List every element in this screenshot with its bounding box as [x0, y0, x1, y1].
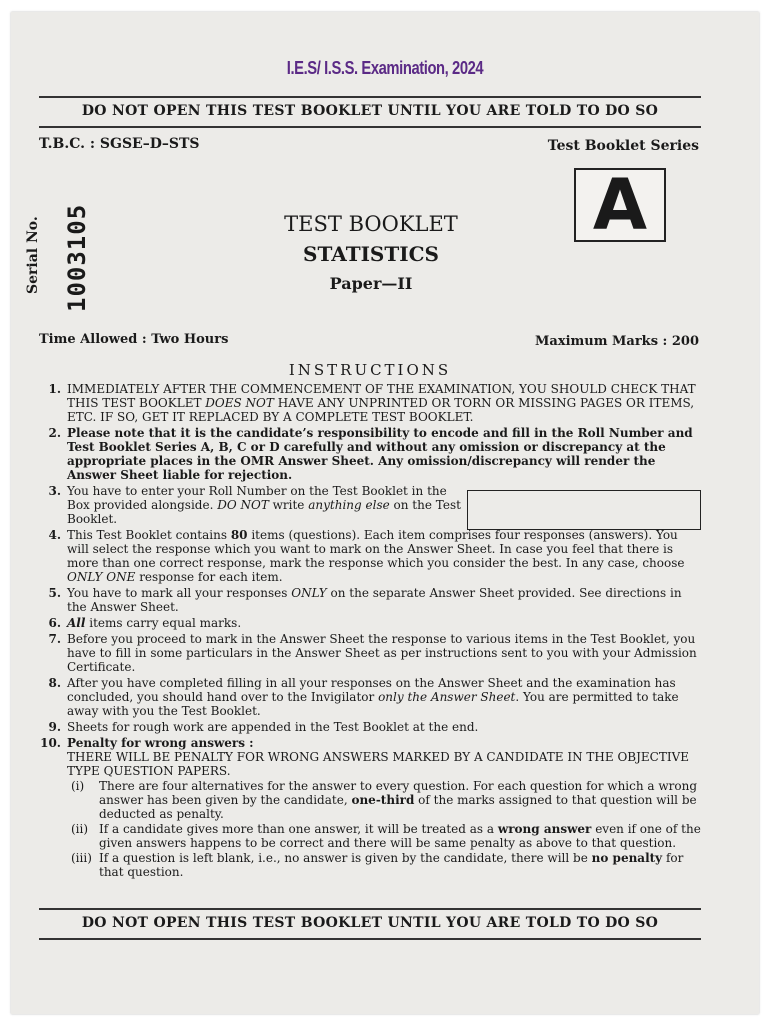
- top-rule-lower: [39, 126, 701, 128]
- subject-title: STATISTICS: [303, 242, 439, 266]
- test-booklet-cover: [11, 12, 759, 1014]
- penalty-subitem: (ii) If a candidate gives more than one answer, it will be treated as a wrong answer even if one of the given answers happens to be correct and there will be same penalty as above to that question.: [71, 822, 701, 850]
- booklet-title: TEST BOOKLET: [284, 212, 458, 236]
- serial-number: 1003105: [63, 203, 91, 312]
- instruction-item: 5. You have to mark all your responses ONLY on the separate Answer Sheet provided. See directions in the Answer Sheet.: [48, 586, 682, 614]
- paper-title: Paper—II: [329, 274, 413, 293]
- instruction-item: 1. IMMEDIATELY AFTER THE COMMENCEMENT OF THE EXAMINATION, YOU SHOULD CHECK THAT THIS TEST BOOKLET DOES NOT HAVE ANY UNPRINTED OR TORN OR MISSING PAGES OR ITEMS, ETC. IF SO, GET IT REPLACED BY A COMPLETE TEST BOOKLET.: [48, 382, 696, 424]
- instruction-item: 2. Please note that it is the candidate’s responsibility to encode and fill in the Roll Number and Test Booklet Series A, B, C or D carefully and without any omission or discrepancy at the appropriate places in the OMR Answer Sheet. Any omission/discrepancy will render the Answer Sheet liable for rejection.: [48, 426, 693, 482]
- top-warning-banner: DO NOT OPEN THIS TEST BOOKLET UNTIL YOU ARE TOLD TO DO SO: [81, 103, 659, 119]
- instruction-item: 3. You have to enter your Roll Number on the Test Booklet in the Box provided alongside. DO NOT write anything else on the Test Booklet.: [48, 484, 461, 526]
- tbc-code: T.B.C. : SGSE–D–STS: [39, 136, 200, 152]
- series-letter-box: [574, 164, 666, 246]
- penalty-subitem: (i) There are four alternatives for the answer to every question. For each question for which a wrong answer has been given by the candidate, one-third of the marks assigned to that question will be deducted as penalty.: [71, 779, 698, 821]
- instructions-heading: INSTRUCTIONS: [288, 361, 452, 379]
- instruction-item: 6. All items carry equal marks.: [48, 616, 242, 630]
- instruction-item-penalty: 10. Penalty for wrong answers : THERE WILL BE PENALTY FOR WRONG ANSWERS MARKED BY A CANDIDATE IN THE OBJECTIVE TYPE QUESTION PAPERS. (i) There are four alternatives for the answer to every question. For each question for which a wrong answer has been given by the candidate, one-third of the marks assigned to that question will be deducted as penalty. (ii) If a candidate gives more than one answer, it will be treated as a wrong answer even if one of the given answers happens to be correct and there will be same penalty as above to that question. (iii) If a question is left blank, i.e., no answer is given by the candidate, there will be no penalty for that question.: [35, 736, 703, 879]
- instruction-item: 8. After you have completed filling in all your responses on the Answer Sheet and the examination has concluded, you should hand over to the Invigilator only the Answer Sheet. You are permitted to take away with you the Test Booklet.: [48, 676, 679, 718]
- instruction-item: 9. Sheets for rough work are appended in the Test Booklet at the end.: [48, 720, 479, 734]
- instructions-list: [35, 382, 703, 881]
- instruction-item: 4. This Test Booklet contains 80 items (questions). Each item comprises four responses (answers). You will select the response which you want to mark on the Answer Sheet. In case you feel that there is more than one correct response, mark the response which you consider the best. In any case, choose ONLY ONE response for each item.: [48, 528, 685, 584]
- exam-title-stamp: I.E.S/ I.S.S. Examination, 2024: [286, 58, 484, 78]
- time-allowed: Time Allowed : Two Hours: [39, 332, 229, 347]
- bottom-warning-banner: DO NOT OPEN THIS TEST BOOKLET UNTIL YOU ARE TOLD TO DO SO: [81, 915, 659, 931]
- test-booklet-series-label: Test Booklet Series: [547, 138, 699, 154]
- penalty-subitem: (iii) If a question is left blank, i.e., no answer is given by the candidate, there will be no penalty for that question.: [71, 851, 684, 879]
- maximum-marks: Maximum Marks : 200: [535, 334, 699, 349]
- instruction-item: 7. Before you proceed to mark in the Answer Sheet the response to various items in the Test Booklet, you have to fill in some particulars in the Answer Sheet as per instructions sent to you with your Admission Certificate.: [48, 632, 697, 674]
- bottom-rule-lower: [39, 938, 701, 940]
- series-letter: A: [592, 164, 648, 246]
- top-rule: [39, 96, 701, 98]
- bottom-rule: [39, 908, 701, 910]
- serial-number-label: Serial No.: [25, 216, 41, 294]
